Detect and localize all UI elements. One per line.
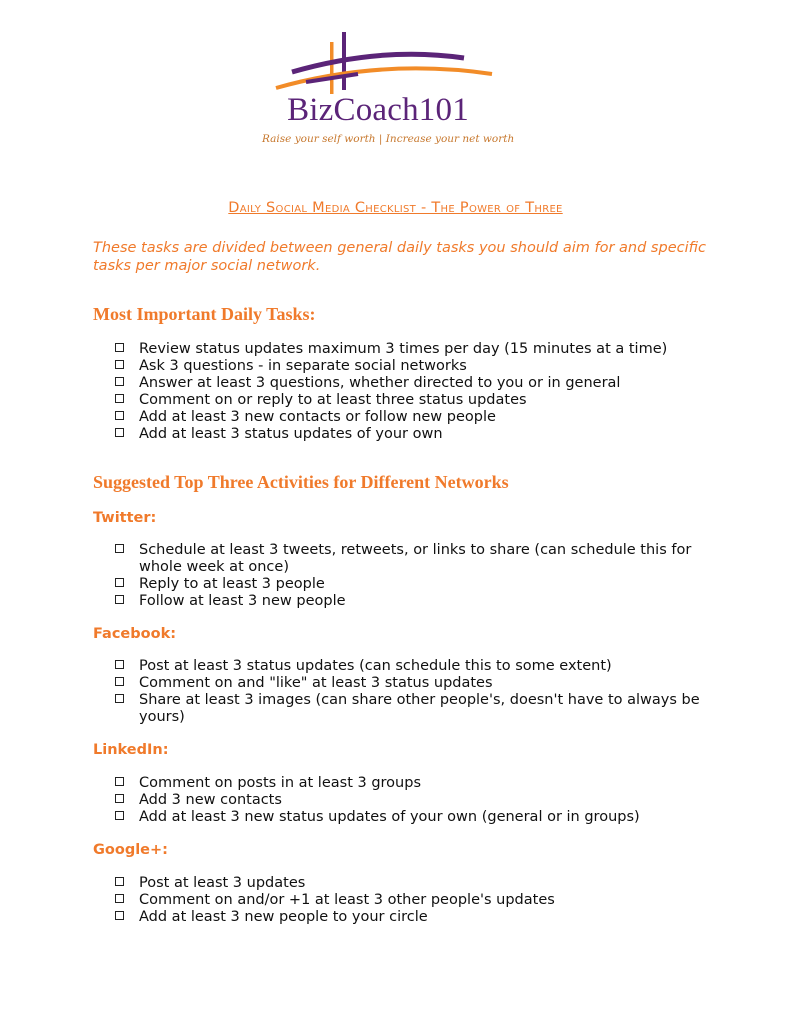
checklist-item: Ask 3 questions - in separate social networks [115,358,715,375]
logo-bar-orange [330,42,334,94]
checklist-item: Schedule at least 3 tweets, retweets, or links to share (can schedule this for whole week at once) [115,542,715,576]
checklist-item: Add at least 3 status updates of your own [115,426,715,443]
checklist-item: Post at least 3 updates [115,875,715,892]
checkbox[interactable] [115,794,124,803]
checkbox[interactable] [115,360,124,369]
logo-swoosh-orange [276,68,492,88]
networks-heading: Suggested Top Three Activities for Different Networks [93,472,509,492]
checkbox[interactable] [115,595,124,604]
logo-name: BizCoach101 [287,92,469,128]
checkbox[interactable] [115,777,124,786]
checkbox[interactable] [115,578,124,587]
checkbox[interactable] [115,544,124,553]
checkbox[interactable] [115,677,124,686]
checkbox[interactable] [115,428,124,437]
logo [262,28,515,160]
logo-graphic [262,28,502,98]
googleplus-list [115,875,715,926]
checkbox[interactable] [115,343,124,352]
checklist-item: Share at least 3 images (can share other people's, doesn't have to always be yours) [115,692,715,726]
checklist-item: Add at least 3 new contacts or follow new people [115,409,715,426]
checkbox[interactable] [115,411,124,420]
checkbox[interactable] [115,894,124,903]
checklist-item: Comment on or reply to at least three status updates [115,392,715,409]
checkbox[interactable] [115,394,124,403]
twitter-heading: Twitter: [93,510,157,526]
checklist-item: Review status updates maximum 3 times per day (15 minutes at a time) [115,341,715,358]
checklist-item: Add at least 3 new status updates of your own (general or in groups) [115,809,715,826]
facebook-heading: Facebook: [93,626,177,642]
checklist-item: Follow at least 3 new people [115,593,715,610]
facebook-list [115,658,715,726]
checklist-item: Add at least 3 new people to your circle [115,909,715,926]
linkedin-list [115,775,715,826]
checkbox[interactable] [115,811,124,820]
checklist-item: Comment on and/or +1 at least 3 other people's updates [115,892,715,909]
intro-text: These tasks are divided between general daily tasks you should aim for and specific tasks per major social network. [93,240,706,274]
twitter-list [115,542,715,610]
checklist-item: Comment on and "like" at least 3 status updates [115,675,715,692]
checklist-item: Post at least 3 status updates (can schedule this to some extent) [115,658,715,675]
document-title: Daily Social Media Checklist - The Power of Three [228,200,563,216]
logo-tagline: Raise your self worth | Increase your net worth [262,133,515,145]
checklist-item: Add 3 new contacts [115,792,715,809]
checklist-item: Reply to at least 3 people [115,576,715,593]
checkbox[interactable] [115,660,124,669]
checklist-item: Answer at least 3 questions, whether directed to you or in general [115,375,715,392]
checklist-item: Comment on posts in at least 3 groups [115,775,715,792]
daily-tasks-list [115,341,715,443]
linkedin-heading: LinkedIn: [93,742,169,758]
checkbox[interactable] [115,377,124,386]
checkbox[interactable] [115,694,124,703]
checkbox[interactable] [115,877,124,886]
googleplus-heading: Google+: [93,842,168,858]
daily-tasks-heading: Most Important Daily Tasks: [93,304,316,324]
checkbox[interactable] [115,911,124,920]
